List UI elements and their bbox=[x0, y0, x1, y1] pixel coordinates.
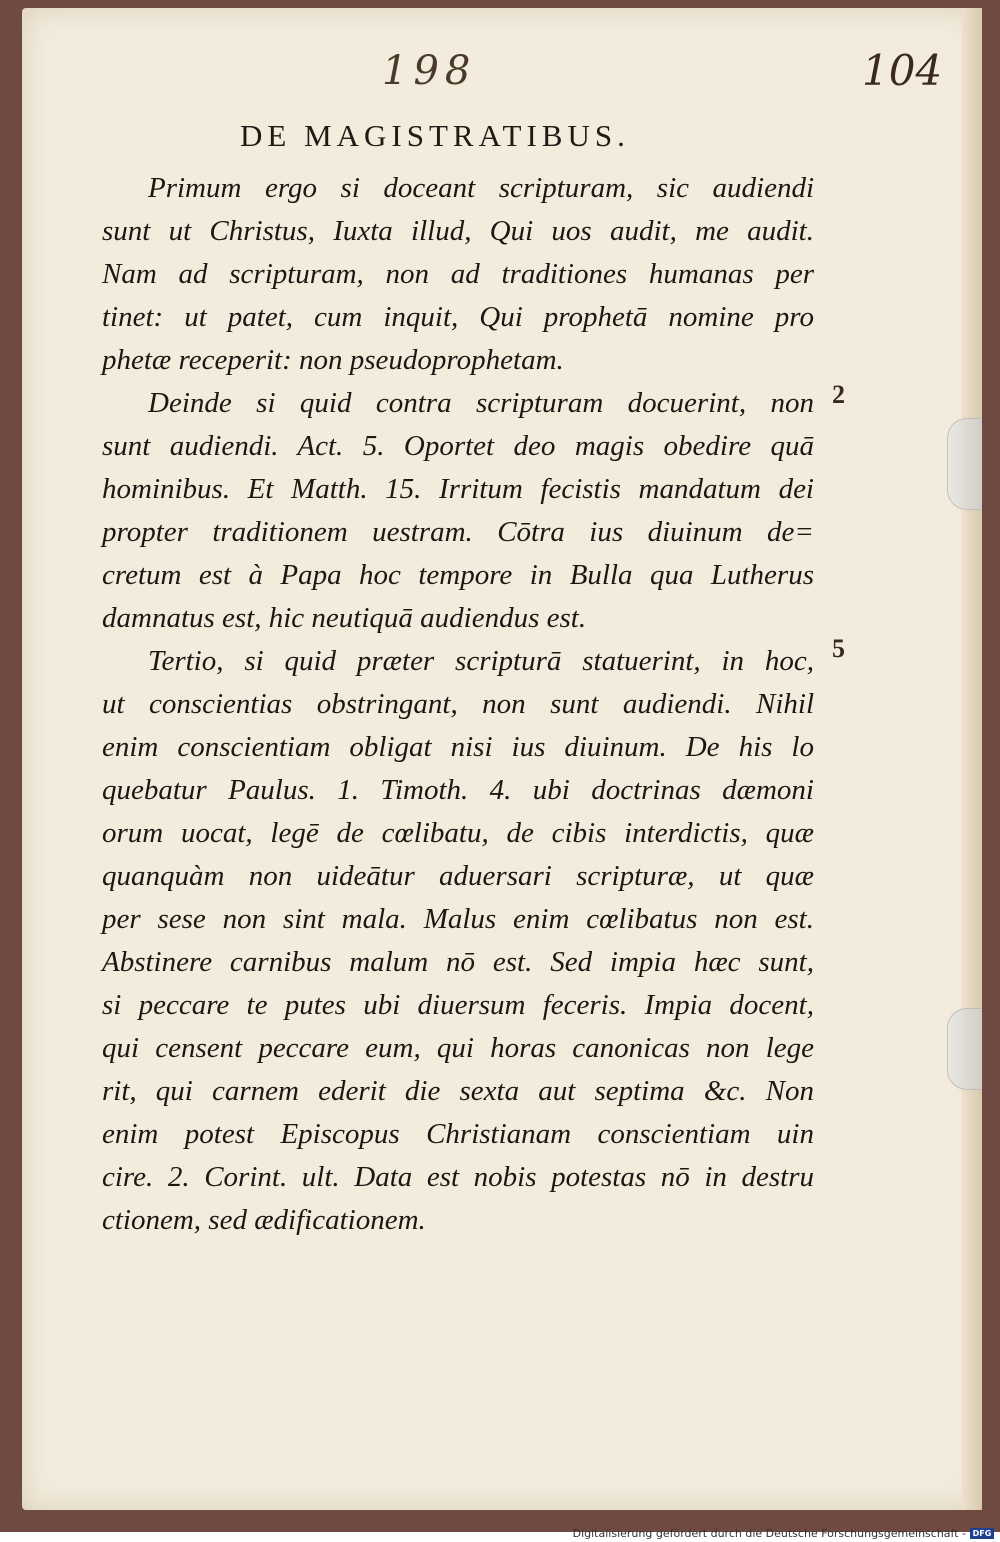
text-line: quebatur Paulus. 1. Timoth. 4. ubi doctrinas dæmoni bbox=[102, 774, 814, 806]
text-line: Abstinere carnibus malum nō est. Sed impia hæc sunt, bbox=[102, 946, 814, 978]
text-line: Nam ad scripturam, non ad traditiones humanas per bbox=[102, 258, 814, 290]
text-line: Primum ergo si doceant scripturam, sic audiendi bbox=[148, 172, 814, 204]
text-line: enim conscientiam obligat nisi ius diuinum. De his lo bbox=[102, 731, 814, 763]
text-line: rit, qui carnem ederit die sexta aut septima &c. Non bbox=[102, 1075, 814, 1107]
text-line: ut conscientias obstringant, non sunt audiendi. Nihil bbox=[102, 688, 814, 720]
text-line: hominibus. Et Matth. 15. Irritum fecistis mandatum dei bbox=[102, 473, 814, 505]
text-line: sunt audiendi. Act. 5. Oportet deo magis obedire quā bbox=[102, 430, 814, 462]
text-line: cire. 2. Corint. ult. Data est nobis potestas nō in destru bbox=[102, 1161, 814, 1193]
text-line: quanquàm non uideātur aduersari scripturæ, ut quæ bbox=[102, 860, 814, 892]
text-line: enim potest Episcopus Christianam conscientiam uin bbox=[102, 1118, 814, 1150]
handwritten-folio-right: 104 bbox=[862, 46, 943, 95]
running-head: DE MAGISTRATIBUS. bbox=[240, 118, 630, 153]
text-line: per sese non sint mala. Malus enim cœlibatus non est. bbox=[102, 903, 814, 935]
text-line: Tertio, si quid præter scripturā statuerint, in hoc, bbox=[148, 645, 814, 677]
text-line: si peccare te putes ubi diuersum feceris. Impia docent, bbox=[102, 989, 814, 1021]
text-line: Deinde si quid contra scripturam docuerint, non bbox=[148, 387, 814, 419]
text-line: sunt ut Christus, Iuxta illud, Qui uos audit, me audit. bbox=[102, 215, 814, 247]
text-line: tinet: ut patet, cum inquit, Qui prophetā nomine pro bbox=[102, 301, 814, 333]
body-text bbox=[102, 167, 814, 1242]
margin-note: 2 bbox=[832, 380, 845, 409]
margin-note: 5 bbox=[832, 634, 845, 663]
text-line: cretum est à Papa hoc tempore in Bulla qua Lutherus bbox=[102, 559, 814, 591]
text-line: phetæ receperit: non pseudoprophetam. bbox=[102, 344, 564, 376]
text-line: orum uocat, legē de cœlibatu, de cibis interdictis, quæ bbox=[102, 817, 814, 849]
digitization-credit: Digitalisierung gefördert durch die Deutsche Forschungsgemeinschaft - bbox=[572, 1527, 966, 1540]
text-line: damnatus est, hic neutiquā audiendus est. bbox=[102, 602, 587, 634]
text-line: ctionem, sed ædificationem. bbox=[102, 1204, 426, 1236]
text-line: propter traditionem uestram. Cōtra ius diuinum de= bbox=[102, 516, 814, 548]
dfg-logo: DFG bbox=[970, 1528, 994, 1539]
clip-tab-upper bbox=[947, 418, 982, 510]
handwritten-folio-left: 198 bbox=[382, 48, 477, 94]
clip-tab-lower bbox=[947, 1008, 982, 1090]
text-line: qui censent peccare eum, qui horas canonicas non lege bbox=[102, 1032, 814, 1064]
page-edge bbox=[962, 8, 982, 1510]
